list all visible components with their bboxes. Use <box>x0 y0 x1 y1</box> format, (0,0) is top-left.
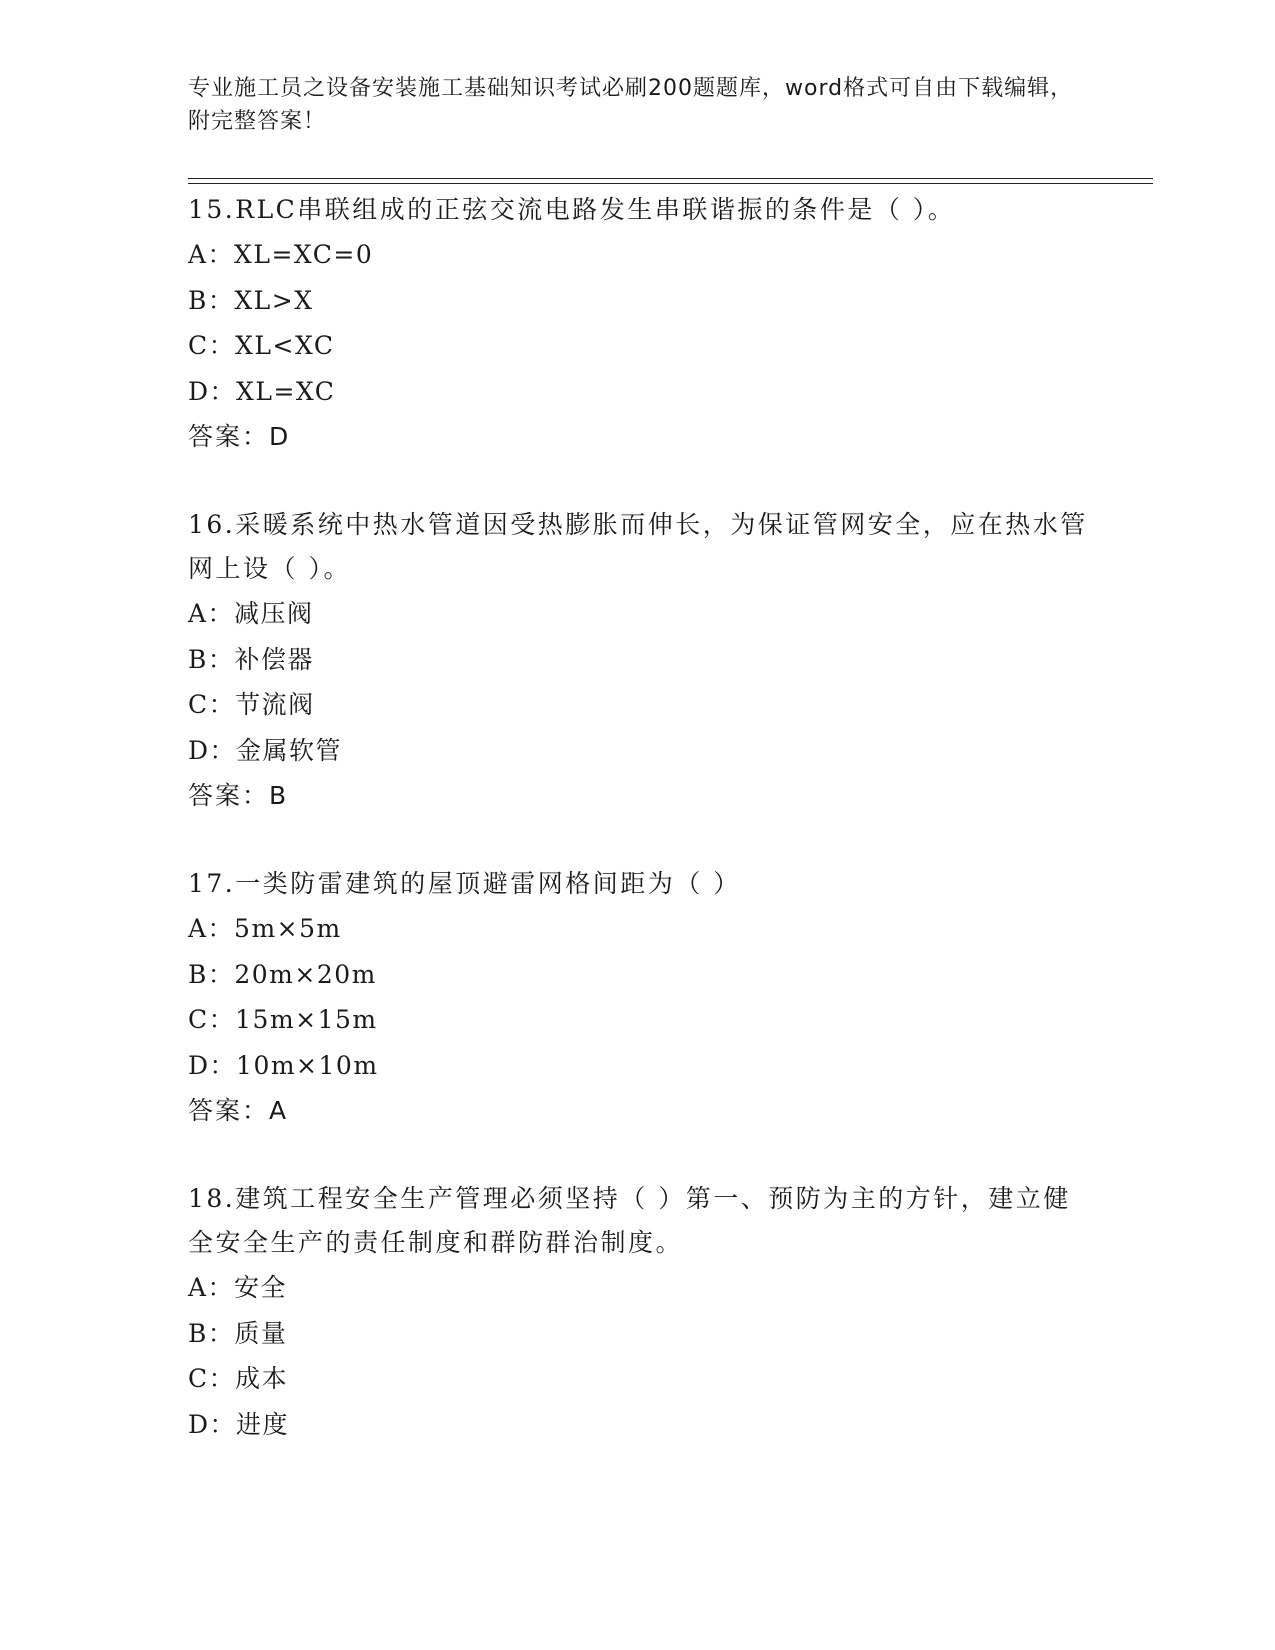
option-b: B：质量 <box>188 1318 288 1348</box>
question-16 <box>188 503 1088 818</box>
option-a: A：安全 <box>188 1273 288 1302</box>
option-c: C：XL<XC <box>188 331 335 360</box>
option-a: A：5m×5m <box>188 914 342 943</box>
question-18 <box>188 1177 1088 1447</box>
option-b: B：补偿器 <box>188 644 314 674</box>
question-15 <box>188 188 1088 459</box>
answer-label: 答案：D <box>188 422 291 451</box>
option-c: C：节流阀 <box>188 690 315 719</box>
option-d: D：10m×10m <box>188 1050 379 1080</box>
question-list <box>188 188 1088 1447</box>
answer-label: 答案：B <box>188 781 289 810</box>
option-b: B：20m×20m <box>188 959 377 989</box>
option-c: C：成本 <box>188 1364 289 1393</box>
header-divider-bottom <box>188 183 1153 184</box>
option-d: D：进度 <box>188 1409 290 1439</box>
answer-label: 答案：A <box>188 1096 289 1125</box>
document-header: 专业施工员之设备安装施工基础知识考试必刷200题题库，word格式可自由下载编辑，附完整答案！ <box>188 76 1074 134</box>
option-d: D：XL=XC <box>188 376 336 406</box>
header-divider-top <box>188 178 1153 179</box>
question-17 <box>188 862 1088 1133</box>
question-stem: 16.采暖系统中热水管道因受热膨胀而伸长，为保证管网安全，应在热水管网上设（ ）。 <box>188 510 1088 583</box>
question-stem: 15.RLC串联组成的正弦交流电路发生串联谐振的条件是（ ）。 <box>188 195 956 224</box>
option-a: A：减压阀 <box>188 599 314 628</box>
option-b: B：XL>X <box>188 285 314 315</box>
question-stem: 18.建筑工程安全生产管理必须坚持（ ）第一、预防为主的方针，建立健全安全生产的责任制度和群防群治制度。 <box>188 1184 1071 1257</box>
question-stem: 17.一类防雷建筑的屋顶避雷网格间距为（ ） <box>188 869 741 898</box>
option-a: A：XL=XC=0 <box>188 240 374 269</box>
option-d: D：金属软管 <box>188 735 343 765</box>
option-c: C：15m×15m <box>188 1005 378 1034</box>
